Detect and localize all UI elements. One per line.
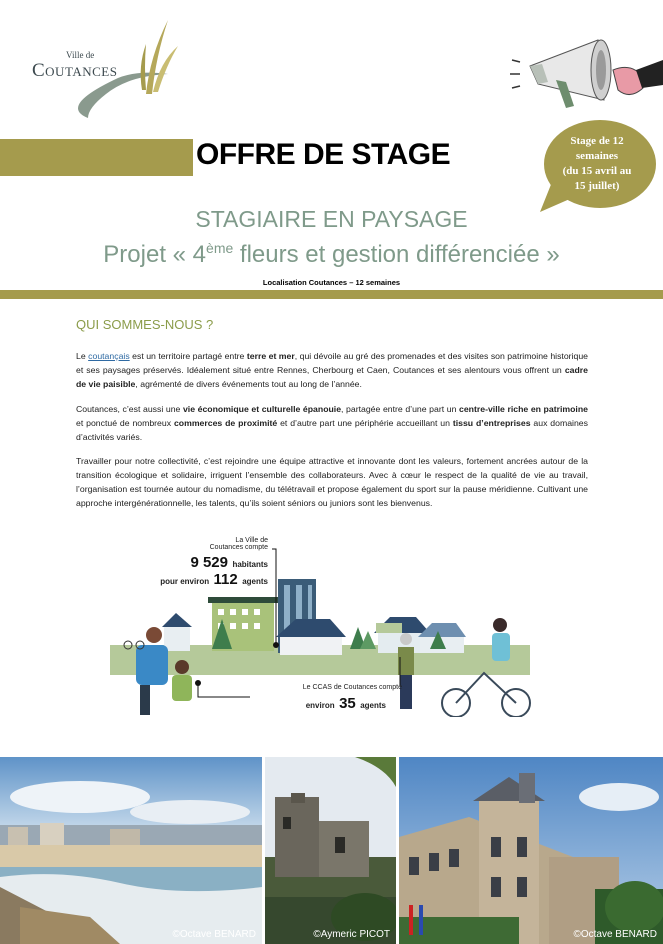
- project-title-pre: Projet « 4: [103, 241, 207, 268]
- project-title: [0, 240, 663, 269]
- photo-credit-3: ©Octave BENARD: [573, 929, 657, 940]
- ville-caption: La Ville de Coutances compte: [209, 537, 268, 551]
- photo-credit-1: ©Octave BENARD: [172, 929, 256, 940]
- logo-big-text: Coutances: [32, 60, 118, 81]
- project-title-sup: ème: [206, 240, 234, 256]
- megaphone-icon: [508, 30, 663, 120]
- paragraph-2: Coutances, c’est aussi une vie économique et culturelle épanouie, partagée entre d’une part un centre-ville riche en patrimoine et ponctué de nombreux commerces de proximité et d’autre part une périphérie accueillant un tissu d’entreprises aux domaines d’activités variés.: [76, 404, 588, 442]
- paragraph-3: Travailler pour notre collectivité, c’est rejoindre une équipe attractive et innovante dont les valeurs, fortement ancrées autour de la transition écologique et solidaire, irriguent l’ensemble des collaborateurs. Avec à cœur le respect de la qualité de vie au travail, l’organisation est tournée autour du nomadisme, du télétravail et propose également du sport sur la pause méridienne. Cultivant une approche intergénérationnelle, les talents, qu’ils soient séniors ou juniors sont les bienvenus.: [76, 456, 588, 508]
- ruins-photo: [265, 757, 396, 944]
- coutances-logo: [18, 16, 188, 126]
- bubble-line-3: (du 15 avril au: [562, 165, 632, 177]
- agents-stat: pour environ 112 agents: [160, 571, 268, 588]
- bubble-line-1: Stage de 12: [570, 135, 624, 147]
- project-title-post: fleurs et gestion différenciée »: [233, 241, 560, 268]
- bubble-line-2: semaines: [575, 150, 619, 162]
- photo-credit-2: ©Aymeric PICOT: [313, 929, 390, 940]
- location-line: Localisation Coutances – 12 semaines: [262, 278, 401, 287]
- beach-scene-icon: [0, 757, 262, 944]
- logo-small-text: Ville de: [66, 50, 95, 60]
- section-title: QUI SOMMES-NOUS ?: [76, 317, 214, 332]
- ccas-stat: environ 35 agents: [305, 695, 386, 712]
- duration-bubble: [538, 120, 656, 216]
- job-title: STAGIAIRE EN PAYSAGE: [195, 206, 468, 232]
- city-infographic: [100, 537, 540, 717]
- ruins-scene-icon: [265, 757, 396, 944]
- coutancais-link[interactable]: coutançais: [88, 351, 130, 361]
- habitants-stat: 9 529 habitants: [190, 554, 268, 571]
- beach-photo: [0, 757, 262, 944]
- ccas-caption: Le CCAS de Coutances compte: [302, 684, 402, 691]
- paragraph-1: Le coutançais est un territoire partagé entre terre et mer, qui dévoile au gré des promenades et des visites son patrimoine historique et ses paysages préservés. Idéalement situé entre Rennes, Cherbourg et Caen, Coutances et ses alentours vous offrent un cadre de vie paisible, agrémenté de divers événements tout au long de l’année.: [76, 351, 588, 389]
- bubble-line-4: 15 juillet): [574, 180, 620, 192]
- city-hall-photo: [399, 757, 663, 944]
- page-title: OFFRE DE STAGE: [196, 138, 451, 171]
- title-band: [0, 139, 193, 176]
- city-hall-scene-icon: [399, 757, 663, 944]
- section-rule: [0, 290, 663, 299]
